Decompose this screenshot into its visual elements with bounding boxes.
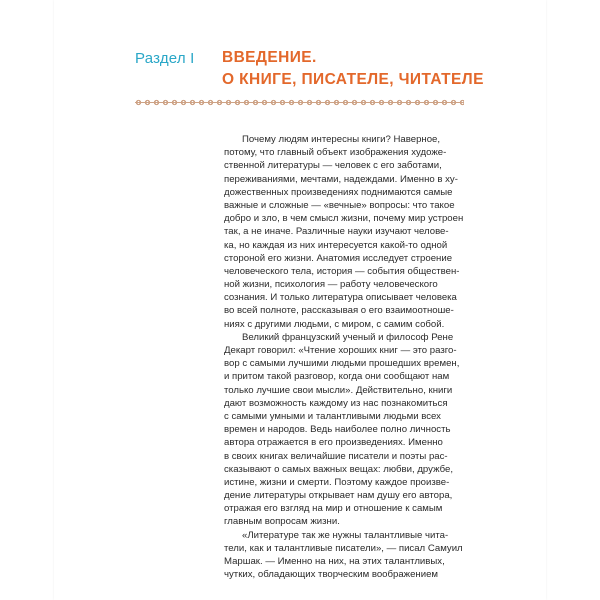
text-line: добро и зло, в чем смысл жизни, почему мир устроен [224, 213, 464, 225]
text-line: и притом такой разговор, когда они сообщают нам [224, 371, 450, 383]
text-line: дожественных произведениях поднимаются самые [224, 186, 453, 198]
text-line: так, а не иначе. Различные науки изучают челове- [224, 226, 449, 238]
text-line: в своих книгах величайшие писатели и поэты рас- [224, 450, 448, 462]
text-line: ной жизни, психология — работу человеческого [224, 279, 438, 291]
text-line: сознания. И только литература описывает человека [224, 292, 457, 304]
text-line: стороной его жизни. Анатомия исследует строение [224, 252, 453, 264]
text-line: ка, но каждая из них интересуется какой-то одной [224, 239, 448, 251]
text-line: ственной литературы — человек с его заботами, [224, 160, 442, 172]
chapter-title-line-2: О КНИГЕ, ПИСАТЕЛЕ, ЧИТАТЕЛЕ [222, 71, 484, 88]
text-line: чутких, обладающих творческим воображением [224, 569, 439, 581]
text-line: сказывают о самых важных вещах: любви, дружбе, [224, 463, 453, 475]
text-line: дают возможность каждому из нас познакомиться [224, 397, 448, 409]
text-line: «Литературе так же нужны талантливые чита- [242, 529, 449, 541]
text-line: тели, как и талантливые писатели», — писал Самуил [224, 542, 463, 554]
text-line: Декарт говорил: «Чтение хороших книг — это разго- [224, 345, 457, 356]
text-line: ниях с другими людьми, с миром, с самим собой. [224, 318, 445, 330]
text-line: с самыми умными и талантливыми людьми всех [224, 410, 441, 422]
section-label: Раздел I [135, 50, 195, 67]
text-line: истине, жизни и смерти. Поэтому каждое произве- [224, 476, 450, 488]
text-line: потому, что главный объект изображения художе- [224, 147, 447, 159]
chapter-title [222, 47, 484, 91]
text-line: Почему людям интересны книги? Наверное, [242, 134, 441, 145]
text-line: времен и народов. Ведь наиболее полно личность [224, 424, 451, 436]
text-line: важные и сложные — «вечные» вопросы: что такое [224, 199, 455, 211]
text-line: главным вопросам жизни. [224, 516, 340, 528]
text-line: автора отражается в его произведениях. Именно [224, 437, 443, 449]
text-line: Великий французский ученый и философ Рене [242, 331, 454, 343]
text-line: во всей полноте, рассказывая о его взаимоотноше- [224, 305, 454, 317]
body-text [224, 133, 468, 581]
text-line: вор с самыми лучшими людьми прошедших времен, [224, 358, 460, 370]
text-line: человеческого тела, история — события обществен- [224, 265, 460, 277]
text-line: отражая его взгляд на мир и отношение к самым [224, 503, 443, 515]
text-line: Маршак. — Именно на них, на этих талантливых, [224, 556, 445, 567]
chapter-title-line-1: ВВЕДЕНИЕ. [222, 49, 317, 66]
ornament-divider [135, 99, 464, 106]
text-line: дение литературы открывает нам душу его автора, [224, 490, 453, 502]
text-line: только лучшие свои мысли». Действительно, книги [224, 384, 453, 396]
text-line: переживаниями, мечтами, надеждами. Именно в ху- [224, 173, 458, 185]
